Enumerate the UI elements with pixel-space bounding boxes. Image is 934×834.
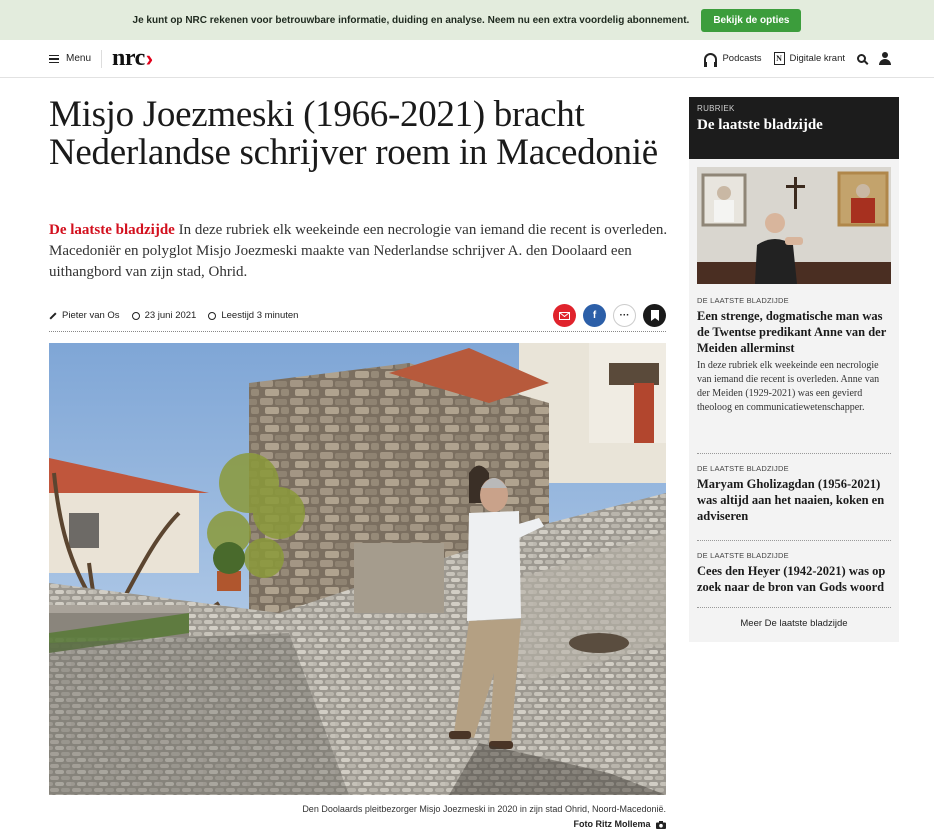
menu-button[interactable] [49, 53, 91, 64]
more-rubriek-link[interactable]: Meer De laatste bladzijde [740, 618, 848, 629]
podcasts-label: Podcasts [722, 53, 762, 64]
related-articles-panel [689, 159, 899, 642]
related-item-1[interactable] [697, 296, 891, 415]
article-kicker[interactable]: De laatste bladzijde [49, 222, 175, 238]
reading-time-text: Leestijd 3 minuten [221, 310, 299, 321]
related-article-photo[interactable] [697, 167, 891, 284]
author-name: Pieter van Os [62, 310, 120, 321]
related-title: Cees den Heyer (1942-2021) was op zoek naar de bron van Gods woord [697, 564, 886, 594]
divider [697, 607, 891, 608]
promo-options-button[interactable]: Bekijk de opties [701, 9, 801, 32]
user-icon[interactable] [878, 52, 892, 66]
bookmark-button[interactable] [643, 304, 666, 327]
menu-label: Menu [66, 53, 92, 64]
share-buttons [553, 304, 666, 327]
mail-icon [559, 312, 570, 320]
credit-text: Foto Ritz Mollema [573, 819, 651, 829]
digitale-krant-label: Digitale krant [789, 53, 845, 64]
related-desc: In deze rubriek elk weekeinde een necrologie van iemand die recent is overleden. Anne van der Meiden (1929-2021) was een gevierd theoloog en communicatiewetenschapper. [697, 360, 880, 413]
photo-credit [49, 819, 666, 829]
intro-text: In deze rubriek elk weekeinde een necrologie van iemand die recent is overleden. Macedoniër en polyglot Misjo Joezmeski maakte van Nederlandse schrijver A. den Doolaard een uithangbord van zijn stad, Ohrid. [49, 222, 668, 280]
bookmark-icon [651, 310, 659, 321]
ohrid-street-photo [49, 343, 666, 795]
related-title: Een strenge, dogmatische man was de Twentse predikant Anne van der Meiden allerminst [697, 309, 887, 355]
rubriek-header[interactable] [689, 97, 899, 159]
rubriek-label: RUBRIEK [697, 104, 735, 113]
newspaper-icon: N [774, 52, 785, 65]
header-divider [101, 50, 102, 68]
date-text: 23 juni 2021 [144, 310, 197, 321]
podcasts-link[interactable] [704, 53, 761, 65]
van-der-meiden-photo [697, 167, 891, 284]
site-header [0, 40, 934, 78]
share-facebook-button[interactable] [583, 304, 606, 327]
timer-icon [208, 312, 216, 320]
related-item-3[interactable] [697, 551, 891, 595]
clock-icon [132, 312, 140, 320]
logo-text: nrc [112, 45, 145, 71]
camera-icon [656, 821, 666, 829]
article-intro [49, 220, 669, 283]
divider [697, 540, 891, 541]
logo-chevron-icon: › [145, 45, 153, 71]
nrc-logo[interactable] [112, 45, 153, 72]
photo-caption: Den Doolaards pleitbezorger Misjo Joezmeski in 2020 in zijn stad Ohrid, Noord-Macedonië. [302, 804, 666, 814]
author[interactable] [49, 310, 120, 321]
header-actions [704, 52, 892, 66]
facebook-icon: f [592, 310, 597, 321]
related-kicker: DE LAATSTE BLADZIJDE [697, 464, 789, 473]
share-more-button[interactable] [613, 304, 636, 327]
search-icon[interactable] [857, 54, 866, 63]
related-item-2[interactable] [697, 464, 891, 524]
digitale-krant-link[interactable] [774, 52, 845, 65]
article-meta [49, 300, 666, 332]
rubriek-title: De laatste bladzijde [697, 117, 823, 133]
article-photo [49, 343, 666, 795]
publish-date [132, 310, 197, 321]
article-headline: Misjo Joezmeski (1966-2021) bracht Nederlandse schrijver roem in Macedonië [49, 94, 658, 173]
related-kicker: DE LAATSTE BLADZIJDE [697, 296, 789, 305]
related-title: Maryam Gholizagdan (1956-2021) was altijd aan het naaien, koken en adviseren [697, 477, 885, 523]
more-icon: ··· [619, 310, 630, 321]
headphones-icon [704, 53, 717, 65]
share-mail-button[interactable] [553, 304, 576, 327]
hamburger-icon [49, 55, 59, 63]
pen-icon [49, 312, 56, 319]
promo-text: Je kunt op NRC rekenen voor betrouwbare informatie, duiding en analyse. Neem nu een extra voordelig abonnement. [132, 14, 690, 26]
promo-banner [0, 0, 934, 40]
reading-time [208, 310, 298, 321]
related-kicker: DE LAATSTE BLADZIJDE [697, 551, 789, 560]
divider [697, 453, 891, 454]
